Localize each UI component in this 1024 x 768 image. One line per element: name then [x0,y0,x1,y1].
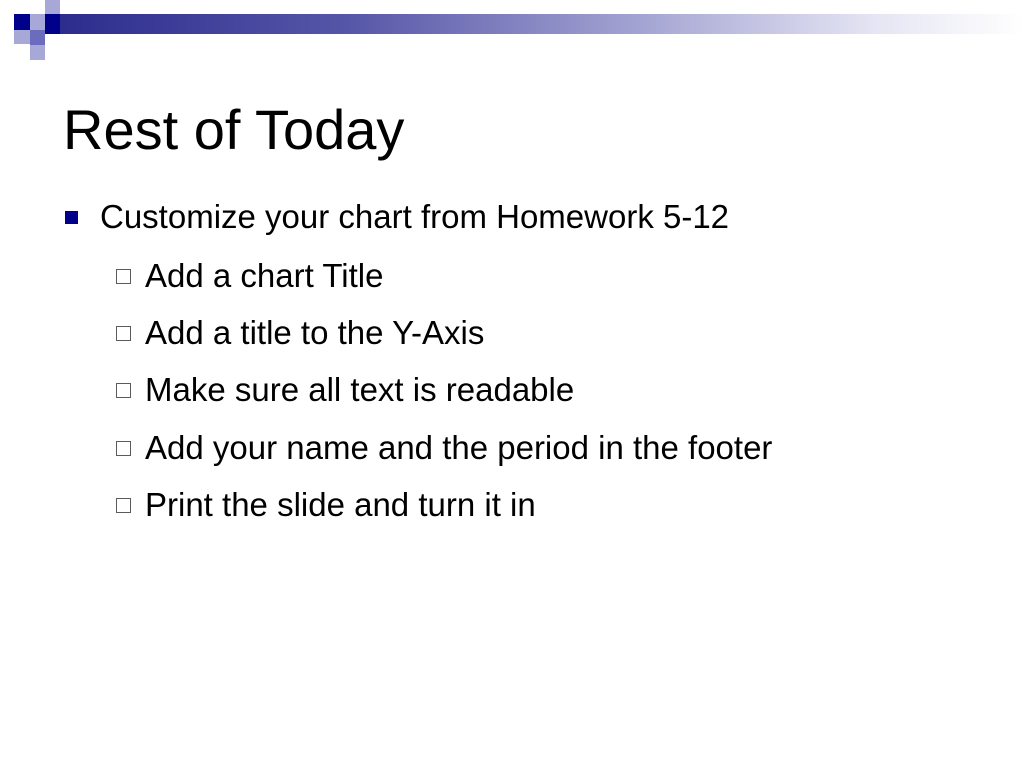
sub-bullet-text: Print the slide and turn it in [145,486,536,523]
hollow-square-bullet-icon [116,269,131,284]
sub-bullet-item [116,311,484,355]
hollow-square-bullet-icon [116,498,131,513]
hollow-square-bullet-icon [116,383,131,398]
bullet-item [65,194,729,240]
sub-bullet-text: Add your name and the period in the footer [145,429,773,466]
slide-title: Rest of Today [63,98,405,161]
sub-bullet-text: Make sure all text is readable [145,371,575,408]
sub-bullet-item [116,426,772,470]
sub-bullet-item [116,483,536,527]
sub-bullet-item [116,368,574,412]
hollow-square-bullet-icon [116,441,131,456]
sub-bullet-item [116,254,383,298]
square-bullet-icon [65,211,78,224]
hollow-square-bullet-icon [116,326,131,341]
sub-bullet-text: Add a title to the Y-Axis [145,314,485,351]
sub-bullet-text: Add a chart Title [145,257,384,294]
bullet-text: Customize your chart from Homework 5-12 [100,198,730,235]
